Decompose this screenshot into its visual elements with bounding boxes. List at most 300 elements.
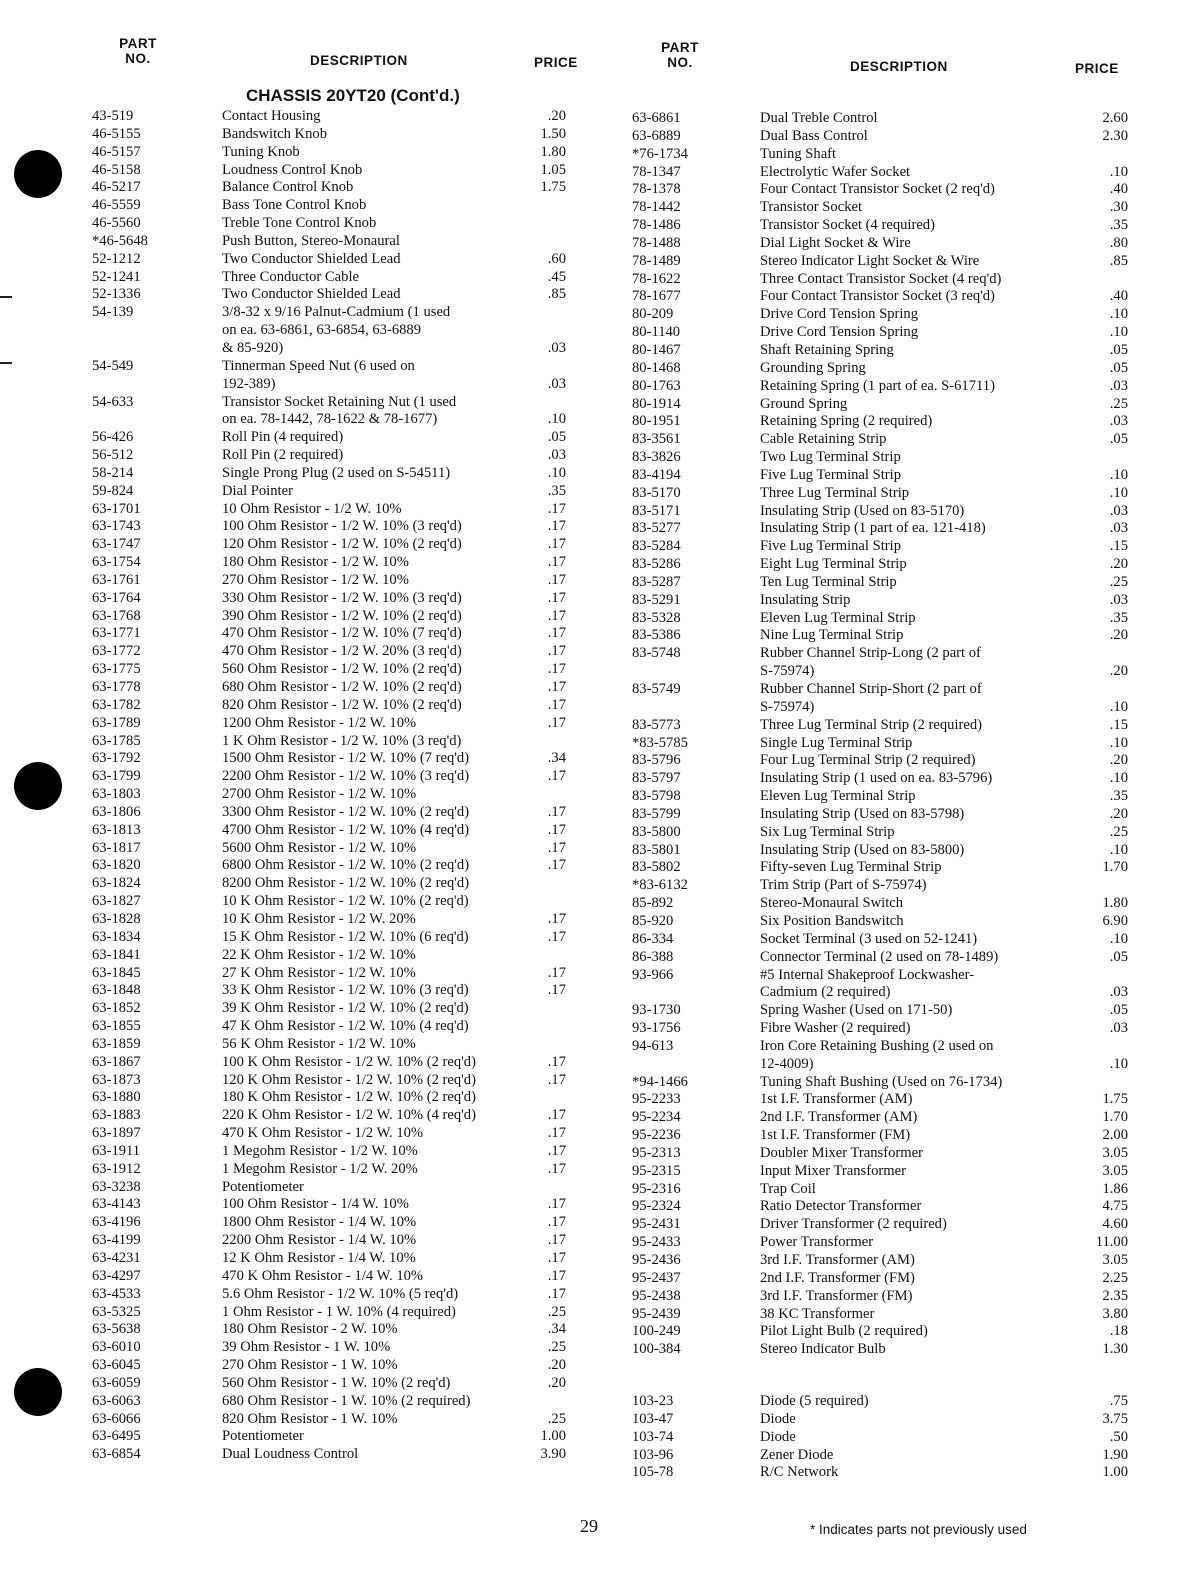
table-row [88, 304, 566, 358]
part-description: Insulating Strip (Used on 83-5170) [760, 502, 965, 519]
part-price: .17 [547, 910, 566, 927]
part-description: 2nd I.F. Transformer (FM) [760, 1269, 915, 1286]
part-number: 63-1852 [92, 1000, 141, 1017]
table-row [628, 1464, 1128, 1482]
part-price: .10 [1109, 770, 1128, 787]
part-price: .17 [547, 1214, 566, 1231]
left-parts-list [88, 108, 566, 1464]
part-price: 2.30 [1102, 127, 1128, 144]
table-row [88, 1196, 566, 1214]
part-price: 1.50 [540, 125, 566, 142]
part-price: .17 [547, 1107, 566, 1124]
table-row [88, 1321, 566, 1339]
part-number: 83-5291 [632, 591, 681, 608]
part-number: 78-1488 [632, 234, 681, 251]
part-price: .25 [1109, 573, 1128, 590]
part-number: 80-1468 [632, 359, 681, 376]
table-row [88, 929, 566, 947]
part-number: 46-5217 [92, 179, 141, 196]
part-description: 2nd I.F. Transformer (AM) [760, 1109, 918, 1126]
part-price: .17 [547, 1071, 566, 1088]
part-price: .17 [547, 982, 566, 999]
table-row [88, 1268, 566, 1286]
part-price: .75 [1109, 1393, 1128, 1410]
part-description: Potentiometer [222, 1428, 304, 1445]
part-description: 1st I.F. Transformer (AM) [760, 1091, 913, 1108]
part-price: .35 [547, 482, 566, 499]
part-number: 63-1855 [92, 1018, 141, 1035]
part-price: .17 [547, 500, 566, 517]
part-price: .03 [1109, 591, 1128, 608]
part-number: 85-920 [632, 912, 674, 929]
part-number: 83-5287 [632, 573, 681, 590]
part-description: #5 Internal Shakeproof Lockwasher- Cadmium (2 required) [760, 966, 975, 1001]
table-row [88, 1143, 566, 1161]
part-price: .10 [547, 411, 566, 428]
part-price: 1.00 [540, 1428, 566, 1445]
part-price: .40 [1109, 288, 1128, 305]
part-number: 63-4199 [92, 1232, 141, 1249]
part-price: .40 [1109, 181, 1128, 198]
part-price: .17 [547, 1196, 566, 1213]
part-price: .18 [1109, 1323, 1128, 1340]
part-description: Single Lug Terminal Strip [760, 734, 913, 751]
table-row [88, 1072, 566, 1090]
table-row [628, 735, 1128, 753]
table-row [88, 857, 566, 875]
part-description: Tinnerman Speed Nut (6 used on 192-389) [222, 357, 415, 392]
part-description: Treble Tone Control Knob [222, 215, 377, 232]
part-number: 95-2437 [632, 1269, 681, 1286]
part-description: Insulating Strip (Used on 83-5800) [760, 841, 965, 858]
table-row [628, 645, 1128, 681]
part-number: 63-1775 [92, 661, 141, 678]
part-number: 63-1754 [92, 554, 141, 571]
part-number: 95-2436 [632, 1252, 681, 1268]
part-number: 63-1764 [92, 589, 141, 606]
part-description: Iron Core Retaining Bushing (2 used on 12-4009) [760, 1037, 994, 1072]
table-row [628, 1198, 1128, 1216]
binder-hole-top [14, 150, 62, 198]
part-price: 3.05 [1102, 1162, 1128, 1179]
part-description: Drive Cord Tension Spring [760, 306, 919, 323]
part-price: .17 [547, 1125, 566, 1142]
part-price: .35 [1109, 788, 1128, 805]
table-row [88, 965, 566, 983]
part-description: 5.6 Ohm Resistor - 1/2 W. 10% (5 req'd) [222, 1285, 459, 1302]
part-number: 63-4143 [92, 1196, 141, 1213]
part-price: .15 [1109, 538, 1128, 555]
part-number: 100-249 [632, 1323, 681, 1340]
part-price: .17 [547, 589, 566, 606]
part-number: 95-2438 [632, 1287, 681, 1304]
table-row [88, 1214, 566, 1232]
part-description: 56 K Ohm Resistor - 1/2 W. 10% [222, 1035, 416, 1052]
part-number: 63-1911 [92, 1142, 141, 1159]
part-number: 86-388 [632, 948, 674, 965]
table-row [628, 1447, 1128, 1465]
part-description: 680 Ohm Resistor - 1/2 W. 10% (2 req'd) [222, 679, 462, 695]
part-description: 27 K Ohm Resistor - 1/2 W. 10% [222, 964, 416, 981]
part-price: .05 [1109, 341, 1128, 358]
part-description: 8200 Ohm Resistor - 1/2 W. 10% (2 req'd) [222, 875, 470, 892]
table-row [628, 520, 1128, 538]
table-row [628, 770, 1128, 788]
part-price: .25 [547, 1339, 566, 1356]
part-number: 93-1756 [632, 1020, 681, 1037]
part-description: 100 Ohm Resistor - 1/4 W. 10% [222, 1196, 409, 1213]
part-price: .03 [1109, 1020, 1128, 1037]
part-number: 63-1761 [92, 571, 141, 588]
part-description: 270 Ohm Resistor - 1 W. 10% [222, 1357, 398, 1374]
part-description: 470 K Ohm Resistor - 1/4 W. 10% [222, 1267, 424, 1284]
part-number: 63-1789 [92, 714, 141, 731]
part-price: .10 [1109, 698, 1128, 715]
part-price: 2.35 [1102, 1287, 1128, 1304]
part-number: 63-5638 [92, 1321, 141, 1338]
part-number: 63-6063 [92, 1392, 141, 1409]
table-row [628, 360, 1128, 378]
table-row [628, 1074, 1128, 1092]
part-price: 2.00 [1102, 1127, 1128, 1144]
table-row [88, 1089, 566, 1107]
table-row [628, 717, 1128, 735]
table-row [88, 1036, 566, 1054]
part-number: 63-1799 [92, 768, 141, 785]
part-price: 3.05 [1102, 1252, 1128, 1268]
part-description: Four Lug Terminal Strip (2 required) [760, 752, 976, 769]
part-number: 63-1859 [92, 1035, 141, 1052]
table-row [88, 733, 566, 751]
part-description: Diode [760, 1428, 796, 1445]
table-row [88, 179, 566, 197]
part-number: 93-1730 [632, 1002, 681, 1019]
table-row [88, 786, 566, 804]
part-price: .17 [547, 821, 566, 838]
part-description: Stereo-Monaural Switch [760, 895, 904, 912]
binder-hole-middle [14, 762, 62, 810]
part-price: 1.80 [540, 143, 566, 160]
part-number: *94-1466 [632, 1073, 688, 1090]
part-number: 80-209 [632, 306, 674, 323]
part-price: .03 [1109, 413, 1128, 430]
part-number: 85-892 [632, 895, 674, 912]
part-description: 3300 Ohm Resistor - 1/2 W. 10% (2 req'd) [222, 803, 470, 820]
table-row [628, 556, 1128, 574]
part-number: 63-1834 [92, 928, 141, 945]
table-row [628, 752, 1128, 770]
part-description: Ten Lug Terminal Strip [760, 573, 897, 590]
table-row [88, 804, 566, 822]
part-number: 63-1782 [92, 696, 141, 713]
table-row [88, 144, 566, 162]
part-number: 78-1347 [632, 163, 681, 180]
part-description: Eleven Lug Terminal Strip [760, 788, 916, 805]
part-number: 83-5798 [632, 788, 681, 805]
part-number: 63-1848 [92, 982, 141, 999]
part-description: Eleven Lug Terminal Strip [760, 609, 916, 626]
table-row [628, 1038, 1128, 1074]
part-description: 1 Megohm Resistor - 1/2 W. 10% [222, 1142, 418, 1159]
table-row [628, 1306, 1128, 1324]
table-row [88, 286, 566, 304]
part-description: 1 Ohm Resistor - 1 W. 10% (4 required) [222, 1303, 456, 1320]
part-description: Six Position Bandswitch [760, 912, 904, 929]
part-price: .20 [1109, 627, 1128, 644]
part-description: 180 Ohm Resistor - 1/2 W. 10% [222, 554, 409, 571]
price-header: PRICE [1075, 61, 1119, 76]
table-row [628, 413, 1128, 431]
table-row [628, 217, 1128, 235]
table-row [88, 1304, 566, 1322]
part-description: Two Conductor Shielded Lead [222, 286, 401, 303]
part-number: 63-1912 [92, 1160, 141, 1177]
list-gap [628, 1359, 1128, 1393]
part-description: 220 K Ohm Resistor - 1/2 W. 10% (4 req'd) [222, 1107, 476, 1124]
part-number: *83-5785 [632, 734, 688, 751]
part-description: Insulating Strip (1 used on ea. 83-5796) [760, 770, 993, 787]
part-price: .17 [547, 625, 566, 642]
table-row [628, 1393, 1128, 1411]
part-description: Five Lug Terminal Strip [760, 538, 901, 555]
part-number: 95-2316 [632, 1180, 681, 1197]
table-row [88, 1125, 566, 1143]
part-description: 10 K Ohm Resistor - 1/2 W. 20% [222, 910, 416, 927]
part-price: .35 [1109, 217, 1128, 234]
table-row [88, 108, 566, 126]
part-price: .03 [1109, 502, 1128, 519]
part-price: .17 [547, 839, 566, 856]
left-column [88, 36, 578, 1464]
part-description: 1800 Ohm Resistor - 1/4 W. 10% [222, 1214, 417, 1231]
part-description: Four Contact Transistor Socket (3 req'd) [760, 288, 995, 305]
part-number: 63-1880 [92, 1089, 141, 1106]
part-price: 6.90 [1102, 912, 1128, 929]
part-number: 63-6045 [92, 1357, 141, 1374]
table-row [628, 1323, 1128, 1341]
right-column [628, 36, 1128, 1482]
table-row [88, 233, 566, 251]
table-row [628, 485, 1128, 503]
part-description: 22 K Ohm Resistor - 1/2 W. 10% [222, 946, 416, 963]
part-description: Trap Coil [760, 1180, 816, 1197]
part-description: 330 Ohm Resistor - 1/2 W. 10% (3 req'd) [222, 589, 462, 606]
part-price: .50 [1109, 1428, 1128, 1445]
part-price: 3.05 [1102, 1144, 1128, 1161]
part-description: Three Conductor Cable [222, 268, 359, 285]
part-description: Dual Treble Control [760, 110, 878, 126]
part-description: Rubber Channel Strip-Short (2 part of S-75974) [760, 681, 982, 715]
part-description: 39 Ohm Resistor - 1 W. 10% [222, 1339, 391, 1356]
part-number: 63-6010 [92, 1339, 141, 1356]
table-row [88, 394, 566, 430]
table-row [628, 181, 1128, 199]
table-row [628, 1429, 1128, 1447]
part-description: Driver Transformer (2 required) [760, 1216, 947, 1233]
table-row [88, 625, 566, 643]
part-price: 1.90 [1102, 1446, 1128, 1463]
part-number: 83-5171 [632, 502, 681, 519]
part-price: .10 [1109, 1055, 1128, 1072]
part-description: Pilot Light Bulb (2 required) [760, 1323, 928, 1340]
table-row [628, 1145, 1128, 1163]
part-price: 2.25 [1102, 1269, 1128, 1286]
part-number: 95-2324 [632, 1198, 681, 1215]
part-description: Dial Pointer [222, 482, 293, 499]
part-description: Tuning Shaft [760, 145, 837, 162]
part-price: 1.75 [1102, 1091, 1128, 1108]
part-price: .20 [1109, 752, 1128, 769]
part-description: Rubber Channel Strip-Long (2 part of S-75974) [760, 645, 981, 680]
part-price: .17 [547, 964, 566, 981]
part-number: 63-1747 [92, 536, 141, 553]
part-number: 56-426 [92, 429, 134, 446]
part-description: 3/8-32 x 9/16 Palnut-Cadmium (1 used on ea. 63-6861, 63-6854, 63-6889 & 85-920) [222, 304, 451, 356]
table-row [628, 1216, 1128, 1234]
part-price: .60 [547, 250, 566, 267]
table-row [628, 824, 1128, 842]
table-row [88, 1393, 566, 1411]
part-description: Insulating Strip [760, 591, 851, 608]
part-number: 63-6066 [92, 1410, 141, 1427]
part-number: 80-1951 [632, 413, 681, 430]
part-number: 63-1803 [92, 786, 141, 803]
part-description: Contact Housing [222, 108, 321, 124]
part-price: 3.75 [1102, 1410, 1128, 1427]
part-price: .34 [547, 1321, 566, 1338]
part-number: 43-519 [92, 108, 134, 124]
table-row [88, 1000, 566, 1018]
part-description: Transistor Socket [760, 199, 863, 216]
table-row [628, 949, 1128, 967]
table-row [88, 750, 566, 768]
table-row [628, 396, 1128, 414]
part-number: 83-5286 [632, 556, 681, 573]
part-price: .03 [547, 339, 566, 356]
part-price: .10 [1109, 324, 1128, 341]
table-row [88, 1357, 566, 1375]
table-row [88, 572, 566, 590]
part-number: 63-1701 [92, 500, 141, 517]
part-number: *83-6132 [632, 877, 688, 894]
part-price: 1.30 [1102, 1341, 1128, 1358]
part-price: .10 [1109, 466, 1128, 483]
part-price: .20 [547, 108, 566, 124]
table-row [628, 431, 1128, 449]
part-price: .17 [547, 1232, 566, 1249]
part-description: 560 Ohm Resistor - 1 W. 10% (2 req'd) [222, 1374, 451, 1391]
table-row [88, 429, 566, 447]
part-number: 63-1845 [92, 964, 141, 981]
part-description: Three Lug Terminal Strip (2 required) [760, 716, 982, 733]
part-price: .25 [1109, 823, 1128, 840]
table-row [628, 503, 1128, 521]
table-row [628, 967, 1128, 1003]
part-price: .05 [1109, 431, 1128, 448]
table-row [88, 1446, 566, 1464]
part-number: 95-2236 [632, 1127, 681, 1144]
part-number: 63-4196 [92, 1214, 141, 1231]
table-row [88, 1161, 566, 1179]
part-description: Ratio Detector Transformer [760, 1198, 922, 1215]
part-number: 83-5802 [632, 859, 681, 876]
part-description: 3rd I.F. Transformer (AM) [760, 1252, 915, 1268]
table-row [88, 518, 566, 536]
table-row [628, 1252, 1128, 1270]
part-number: 52-1336 [92, 286, 141, 303]
part-description: 2700 Ohm Resistor - 1/2 W. 10% [222, 786, 417, 803]
part-price: .25 [547, 1303, 566, 1320]
table-row [88, 947, 566, 965]
part-price: .17 [547, 928, 566, 945]
part-description: 560 Ohm Resistor - 1/2 W. 10% (2 req'd) [222, 661, 462, 678]
part-description: Grounding Spring [760, 359, 866, 376]
part-description: 1 K Ohm Resistor - 1/2 W. 10% (3 req'd) [222, 732, 462, 749]
table-row [628, 877, 1128, 895]
part-description: Cable Retaining Strip [760, 431, 887, 448]
part-number: 63-1813 [92, 821, 141, 838]
part-number: 63-5325 [92, 1303, 141, 1320]
part-price: .10 [1109, 841, 1128, 858]
table-row [628, 164, 1128, 182]
table-row [628, 1127, 1128, 1145]
part-number: 83-5773 [632, 716, 681, 733]
part-description: 120 K Ohm Resistor - 1/2 W. 10% (2 req'd) [222, 1071, 476, 1088]
part-number: 63-1785 [92, 732, 141, 749]
part-price: .17 [547, 1285, 566, 1302]
part-price: .05 [1109, 948, 1128, 965]
part-price: .85 [547, 286, 566, 303]
table-row [628, 271, 1128, 289]
table-row [628, 467, 1128, 485]
part-number: 103-47 [632, 1410, 674, 1427]
part-price: .85 [1109, 252, 1128, 269]
part-price: .17 [547, 643, 566, 660]
table-row [628, 1411, 1128, 1429]
part-price: .03 [1109, 520, 1128, 537]
part-price: 11.00 [1095, 1234, 1128, 1251]
part-description: Tuning Knob [222, 143, 300, 160]
part-number: 63-6059 [92, 1374, 141, 1391]
part-price: .17 [547, 1160, 566, 1177]
part-price: .10 [1109, 734, 1128, 751]
right-parts-list [628, 84, 1128, 1482]
table-row [88, 251, 566, 269]
part-number: 83-5277 [632, 520, 681, 537]
binder-hole-bottom [14, 1368, 62, 1416]
part-number: 83-5801 [632, 841, 681, 858]
table-row [88, 697, 566, 715]
part-description: 12 K Ohm Resistor - 1/4 W. 10% [222, 1250, 416, 1266]
part-description: Retaining Spring (2 required) [760, 413, 933, 430]
part-number: 103-74 [632, 1428, 674, 1445]
part-number: 83-5797 [632, 770, 681, 787]
part-description: 820 Ohm Resistor - 1 W. 10% [222, 1410, 398, 1427]
part-price: .17 [547, 857, 566, 874]
part-number: 63-4231 [92, 1250, 141, 1266]
table-row [88, 215, 566, 233]
part-number: 54-633 [92, 393, 134, 410]
part-price: .17 [547, 696, 566, 713]
part-number: 83-5386 [632, 627, 681, 644]
part-price: .17 [547, 768, 566, 785]
table-row [88, 1375, 566, 1393]
table-row [88, 269, 566, 287]
part-number: 78-1489 [632, 252, 681, 269]
part-number: 95-2233 [632, 1091, 681, 1108]
part-number: 95-2234 [632, 1109, 681, 1126]
part-number: 83-5796 [632, 752, 681, 769]
